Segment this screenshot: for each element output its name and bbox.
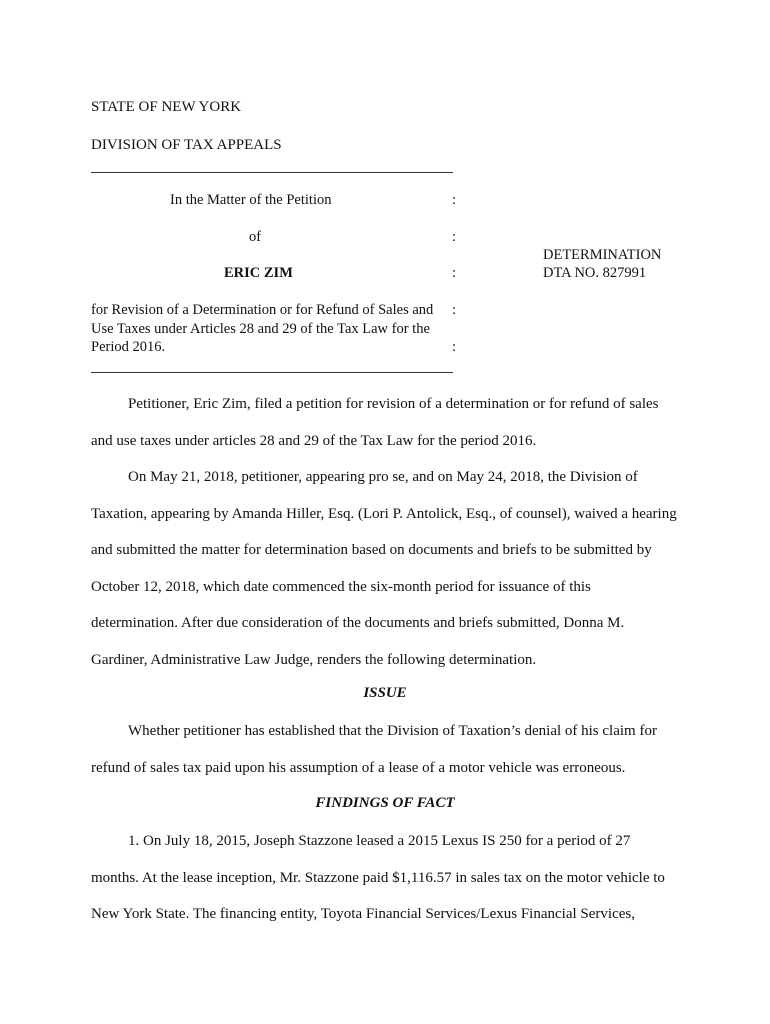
issue-heading: ISSUE [363,685,407,701]
caption-bottom-rule [91,372,453,373]
document-type: DETERMINATION [543,247,662,263]
caption-description-line: Use Taxes under Articles 28 and 29 of the Tax Law for the [91,321,430,337]
caption-description-line: for Revision of a Determination or for Refund of Sales and [91,302,434,318]
procedural-paragraph: On May 21, 2018, petitioner, appearing pro se, and on May 24, 2018, the Division of Taxation, appearing by Amanda Hiller, Esq. (Lori P. Antolick, Esq., of counsel), waived a hearing and submitted the matter for determination based on documents and briefs to be submitted by October 12, 2018, which date commenced the six-month period for issuance of this determination. After due consideration of the documents and briefs submitted, Donna M. Gardiner, Administrative Law Judge, renders the following determination. [91,469,677,668]
findings-heading: FINDINGS OF FACT [315,795,455,811]
caption-matter: In the Matter of the Petition [170,192,332,208]
finding-paragraph: 1. On July 18, 2015, Joseph Stazzone leased a 2015 Lexus IS 250 for a period of 27 months. At the lease inception, Mr. Stazzone paid $1,116.57 in sales tax on the motor vehicle to New York State. The financing entity, Toyota Financial Services/Lexus Financial Services, [91,833,665,922]
caption-colon: : [452,229,457,245]
division-heading: DIVISION OF TAX APPEALS [91,137,282,153]
caption-colon: : [452,339,457,355]
caption-of: of [249,229,262,245]
state-heading: STATE OF NEW YORK [91,99,242,115]
caption-colon: : [452,192,457,208]
intro-paragraph: Petitioner, Eric Zim, filed a petition for revision of a determination or for refund of sales and use taxes under articles 28 and 29 of the Tax Law for the period 2016. [91,396,659,449]
caption-colon: : [452,302,457,318]
caption-top-rule [91,172,453,173]
petitioner-name: ERIC ZIM [224,265,293,281]
issue-paragraph: Whether petitioner has established that the Division of Taxation’s denial of his claim for refund of sales tax paid upon his assumption of a lease of a motor vehicle was erroneous. [91,723,657,776]
dta-number: DTA NO. 827991 [543,265,647,281]
caption-description-line: Period 2016. [91,339,166,355]
caption-colon: : [452,265,457,281]
